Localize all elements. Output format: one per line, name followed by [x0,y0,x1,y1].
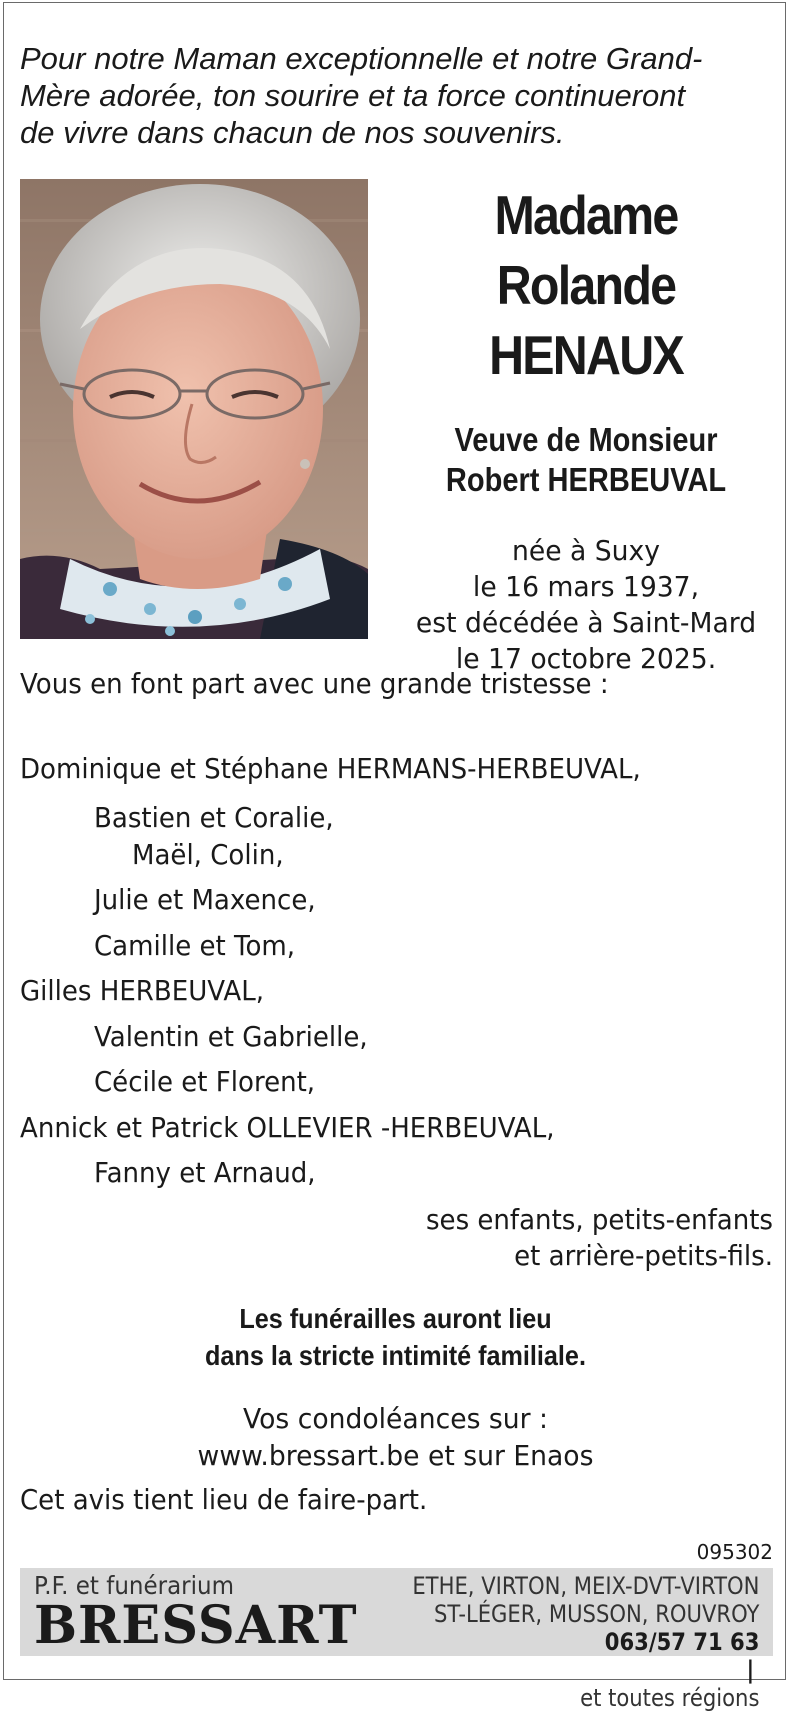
relation-line: et arrière-petits-fils. [514,1239,773,1272]
funeral-info [58,1300,734,1374]
family-member: Fanny et Arnaud, [94,1156,316,1189]
family-relation [308,1202,773,1274]
family-member: Dominique et Stéphane HERMANS-HERBEUVAL, [20,752,641,785]
phone-number[interactable]: 063/57 71 63 [604,1628,759,1656]
relation-line: ses enfants, petits-enfants [425,1203,773,1236]
regions-text: et toutes régions [579,1684,759,1712]
name-last: HENAUX [489,324,683,386]
family-member: Bastien et Coralie, [94,801,334,834]
family-member: Annick et Patrick OLLEVIER -HERBEUVAL, [20,1111,555,1144]
birth-place: née à Suxy [511,534,661,567]
death-place: est décédée à Saint-Mard [415,606,757,639]
dedication-line: de vivre dans chacun de nos souvenirs. [20,115,565,150]
announcement: Vous en font part avec une grande tristesse : [20,667,609,700]
family-member: Cécile et Florent, [94,1065,316,1098]
towns-line: ST-LÉGER, MUSSON, ROUVROY [433,1600,759,1628]
name-first: Rolande [496,254,676,316]
separator: | [746,1656,754,1684]
contact-line [412,1628,759,1712]
family-member: Gilles HERBEUVAL, [20,974,265,1007]
family-member: Camille et Tom, [94,929,296,962]
dedication-line: Mère adorée, ton sourire et ta force continueront [20,78,686,113]
condolences-link[interactable]: www.bressart.be et sur Enaos [197,1439,594,1472]
funeral-home-locations [412,1572,759,1712]
birth-date: le 16 mars 1937, [472,570,700,603]
portrait-photo [20,179,368,639]
funeral-home-label: P.F. et funérarium [34,1571,235,1600]
funeral-home-brand: BRESSART [34,1595,358,1656]
condolences-line: Vos condoléances sur : [243,1402,548,1435]
widow-of [410,420,762,500]
dedication-line: Pour notre Maman exceptionnelle et notre Grand- [20,41,703,76]
towns-line: ETHE, VIRTON, MEIX-DVT-VIRTON [411,1572,759,1600]
condolences-info [39,1400,752,1474]
funeral-home-footer [20,1568,773,1712]
family-member: Julie et Maxence, [94,883,316,916]
funeral-line: dans la stricte intimité familiale. [205,1340,586,1371]
funeral-line: Les funérailles auront lieu [239,1303,552,1334]
death-date: le 17 octobre 2025. [455,642,717,675]
notice-text: Cet avis tient lieu de faire-part. [20,1483,428,1516]
name-title: Madame [494,184,678,246]
family-member: Valentin et Gabrielle, [94,1020,368,1053]
widow-line: Veuve de Monsieur [454,421,718,458]
dedication-text [20,40,780,151]
deceased-name [410,180,762,390]
reference-number: 095302 [696,1540,773,1564]
portrait-illustration [20,179,368,639]
family-member: Maël, Colin, [132,838,284,871]
life-dates [396,533,776,677]
widow-line: Robert HERBEUVAL [445,461,727,498]
